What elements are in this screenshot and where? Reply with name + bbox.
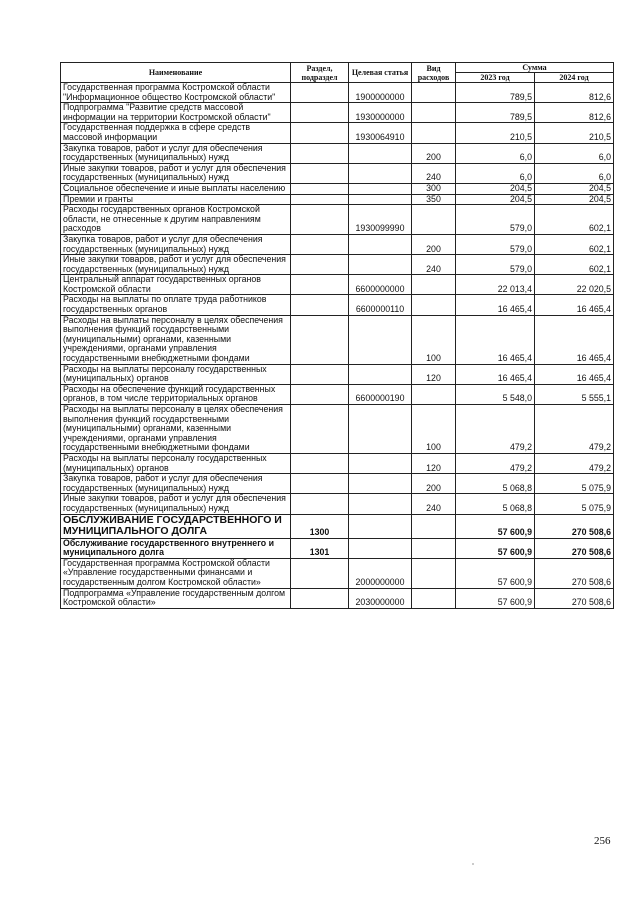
budget-table: [60, 62, 614, 609]
row-target: 6600000190: [349, 384, 412, 404]
row-section: [291, 275, 349, 295]
row-section: [291, 143, 349, 163]
row-sum-2024: 16 465,4: [535, 295, 614, 315]
row-target: 1900000000: [349, 83, 412, 103]
row-sum-2023: 57 600,9: [456, 538, 535, 558]
row-name: Иные закупки товаров, работ и услуг для обеспечения государственных (муниципальных) нужд: [61, 255, 291, 275]
row-target: [349, 194, 412, 205]
table-row: [61, 234, 614, 254]
row-section: 1300: [291, 514, 349, 538]
table-row: [61, 275, 614, 295]
row-sum-2024: 812,6: [535, 103, 614, 123]
row-name: Государственная программа Костромской области "Информационное общество Костромской области": [61, 83, 291, 103]
row-sum-2024: 5 075,9: [535, 474, 614, 494]
row-section: [291, 364, 349, 384]
row-sum-2023: 579,0: [456, 205, 535, 235]
row-section: [291, 588, 349, 608]
table-row: [61, 194, 614, 205]
row-target: [349, 494, 412, 514]
table-row: [61, 163, 614, 183]
row-sum-2023: 579,0: [456, 255, 535, 275]
row-sum-2024: 270 508,6: [535, 514, 614, 538]
header-expense-type: Вид расходов: [412, 63, 456, 83]
row-section: [291, 205, 349, 235]
row-sum-2024: 6,0: [535, 163, 614, 183]
row-sum-2024: 479,2: [535, 405, 614, 454]
row-section: [291, 103, 349, 123]
row-sum-2023: 57 600,9: [456, 588, 535, 608]
row-target: [349, 163, 412, 183]
table-row: [61, 405, 614, 454]
header-year-2024: 2024 год: [535, 73, 614, 83]
row-section: 1301: [291, 538, 349, 558]
table-row: [61, 588, 614, 608]
row-target: [349, 474, 412, 494]
row-name: Центральный аппарат государственных органов Костромской области: [61, 275, 291, 295]
row-section: [291, 494, 349, 514]
row-target: 6600000110: [349, 295, 412, 315]
row-name: Закупка товаров, работ и услуг для обеспечения государственных (муниципальных) нужд: [61, 234, 291, 254]
row-section: [291, 83, 349, 103]
table-row: [61, 558, 614, 588]
row-expense-type: [412, 295, 456, 315]
row-sum-2023: 57 600,9: [456, 558, 535, 588]
table-row: [61, 295, 614, 315]
row-target: [349, 234, 412, 254]
row-section: [291, 558, 349, 588]
row-sum-2023: 204,5: [456, 183, 535, 194]
row-target: 2000000000: [349, 558, 412, 588]
row-sum-2024: 812,6: [535, 83, 614, 103]
row-sum-2023: 5 068,8: [456, 494, 535, 514]
row-expense-type: 120: [412, 453, 456, 473]
row-section: [291, 123, 349, 143]
row-target: [349, 514, 412, 538]
row-name: Подпрограмма "Развитие средств массовой информации на территории Костромской области": [61, 103, 291, 123]
row-sum-2024: 16 465,4: [535, 315, 614, 364]
row-name: Расходы на выплаты персоналу в целях обеспечения выполнения функций государственными (муниципальными) органами, казенными учреждениями, органами управления государственными внебюджетными фондами: [61, 405, 291, 454]
row-expense-type: [412, 538, 456, 558]
row-section: [291, 315, 349, 364]
table-row: [61, 103, 614, 123]
row-sum-2023: 789,5: [456, 103, 535, 123]
row-sum-2024: 5 555,1: [535, 384, 614, 404]
row-target: [349, 183, 412, 194]
row-expense-type: [412, 384, 456, 404]
row-sum-2024: 6,0: [535, 143, 614, 163]
table-row: [61, 514, 614, 538]
row-expense-type: [412, 83, 456, 103]
row-target: [349, 255, 412, 275]
row-sum-2023: 579,0: [456, 234, 535, 254]
row-sum-2023: 5 548,0: [456, 384, 535, 404]
row-sum-2024: 22 020,5: [535, 275, 614, 295]
row-name: Иные закупки товаров, работ и услуг для обеспечения государственных (муниципальных) нужд: [61, 494, 291, 514]
row-sum-2024: 602,1: [535, 234, 614, 254]
row-section: [291, 194, 349, 205]
row-target: [349, 364, 412, 384]
row-target: 1930099990: [349, 205, 412, 235]
header-target: Целевая статья: [349, 63, 412, 83]
header-section: Раздел, подраздел: [291, 63, 349, 83]
row-target: [349, 315, 412, 364]
row-sum-2024: 270 508,6: [535, 558, 614, 588]
row-expense-type: [412, 123, 456, 143]
row-section: [291, 384, 349, 404]
row-sum-2023: 204,5: [456, 194, 535, 205]
page-number: 256: [594, 835, 611, 847]
row-sum-2023: 57 600,9: [456, 514, 535, 538]
row-sum-2023: 6,0: [456, 143, 535, 163]
row-expense-type: 240: [412, 163, 456, 183]
row-expense-type: 300: [412, 183, 456, 194]
row-name: Расходы на выплаты персоналу в целях обеспечения выполнения функций государственными (муниципальными) органами, казенными учреждениями, органами управления государственными внебюджетными фондами: [61, 315, 291, 364]
table-row: [61, 255, 614, 275]
table-row: [61, 364, 614, 384]
row-name: Расходы на выплаты персоналу государственных (муниципальных) органов: [61, 453, 291, 473]
row-expense-type: 200: [412, 143, 456, 163]
row-sum-2023: 789,5: [456, 83, 535, 103]
row-sum-2023: 210,5: [456, 123, 535, 143]
row-target: [349, 143, 412, 163]
row-name: ОБСЛУЖИВАНИЕ ГОСУДАРСТВЕННОГО И МУНИЦИПАЛЬНОГО ДОЛГА: [61, 514, 291, 538]
row-sum-2023: 479,2: [456, 405, 535, 454]
row-sum-2024: 16 465,4: [535, 364, 614, 384]
row-sum-2023: 16 465,4: [456, 295, 535, 315]
row-section: [291, 234, 349, 254]
row-name: Обслуживание государственного внутреннего и муниципального долга: [61, 538, 291, 558]
row-name: Государственная поддержка в сфере средств массовой информации: [61, 123, 291, 143]
row-expense-type: 200: [412, 474, 456, 494]
row-sum-2023: 22 013,4: [456, 275, 535, 295]
row-section: [291, 255, 349, 275]
table-row: [61, 123, 614, 143]
row-expense-type: 240: [412, 494, 456, 514]
row-section: [291, 183, 349, 194]
row-section: [291, 295, 349, 315]
row-name: Закупка товаров, работ и услуг для обеспечения государственных (муниципальных) нужд: [61, 474, 291, 494]
row-expense-type: 350: [412, 194, 456, 205]
row-name: Иные закупки товаров, работ и услуг для обеспечения государственных (муниципальных) нужд: [61, 163, 291, 183]
row-name: Премии и гранты: [61, 194, 291, 205]
row-name: Подпрограмма «Управление государственным долгом Костромской области»: [61, 588, 291, 608]
row-sum-2023: 16 465,4: [456, 315, 535, 364]
row-target: [349, 538, 412, 558]
row-expense-type: 240: [412, 255, 456, 275]
row-target: 1930000000: [349, 103, 412, 123]
header-name: Наименование: [61, 63, 291, 83]
table-row: [61, 183, 614, 194]
row-target: [349, 453, 412, 473]
row-expense-type: 200: [412, 234, 456, 254]
row-expense-type: 120: [412, 364, 456, 384]
table-row: [61, 494, 614, 514]
row-name: Расходы государственных органов Костромской области, не отнесенные к другим направлениям расходов: [61, 205, 291, 235]
header-sum: Сумма: [456, 63, 614, 73]
row-sum-2024: 479,2: [535, 453, 614, 473]
row-target: [349, 405, 412, 454]
row-sum-2023: 5 068,8: [456, 474, 535, 494]
row-sum-2024: 602,1: [535, 205, 614, 235]
row-section: [291, 453, 349, 473]
row-target: 6600000000: [349, 275, 412, 295]
row-section: [291, 405, 349, 454]
row-name: Расходы на выплаты персоналу государственных (муниципальных) органов: [61, 364, 291, 384]
row-sum-2023: 479,2: [456, 453, 535, 473]
row-sum-2023: 6,0: [456, 163, 535, 183]
row-name: Расходы на обеспечение функций государственных органов, в том числе территориальных органов: [61, 384, 291, 404]
table-row: [61, 538, 614, 558]
row-target: 2030000000: [349, 588, 412, 608]
scan-artifact: [472, 863, 474, 865]
header-year-2023: 2023 год: [456, 73, 535, 83]
row-expense-type: [412, 514, 456, 538]
table-row: [61, 474, 614, 494]
row-expense-type: [412, 205, 456, 235]
row-sum-2024: 204,5: [535, 194, 614, 205]
row-name: Закупка товаров, работ и услуг для обеспечения государственных (муниципальных) нужд: [61, 143, 291, 163]
row-sum-2024: 270 508,6: [535, 538, 614, 558]
table-row: [61, 83, 614, 103]
row-expense-type: [412, 558, 456, 588]
table-row: [61, 315, 614, 364]
row-section: [291, 474, 349, 494]
row-name: Социальное обеспечение и иные выплаты населению: [61, 183, 291, 194]
row-expense-type: [412, 275, 456, 295]
row-section: [291, 163, 349, 183]
row-sum-2023: 16 465,4: [456, 364, 535, 384]
row-sum-2024: 210,5: [535, 123, 614, 143]
row-sum-2024: 204,5: [535, 183, 614, 194]
row-name: Расходы на выплаты по оплате труда работников государственных органов: [61, 295, 291, 315]
row-sum-2024: 602,1: [535, 255, 614, 275]
row-sum-2024: 270 508,6: [535, 588, 614, 608]
row-sum-2024: 5 075,9: [535, 494, 614, 514]
row-expense-type: 100: [412, 405, 456, 454]
row-name: Государственная программа Костромской области «Управление государственными финансами и государственным долгом Костромской области»: [61, 558, 291, 588]
table-row: [61, 453, 614, 473]
row-expense-type: [412, 103, 456, 123]
table-row: [61, 384, 614, 404]
row-expense-type: 100: [412, 315, 456, 364]
table-row: [61, 143, 614, 163]
table-row: [61, 205, 614, 235]
row-expense-type: [412, 588, 456, 608]
row-target: 1930064910: [349, 123, 412, 143]
